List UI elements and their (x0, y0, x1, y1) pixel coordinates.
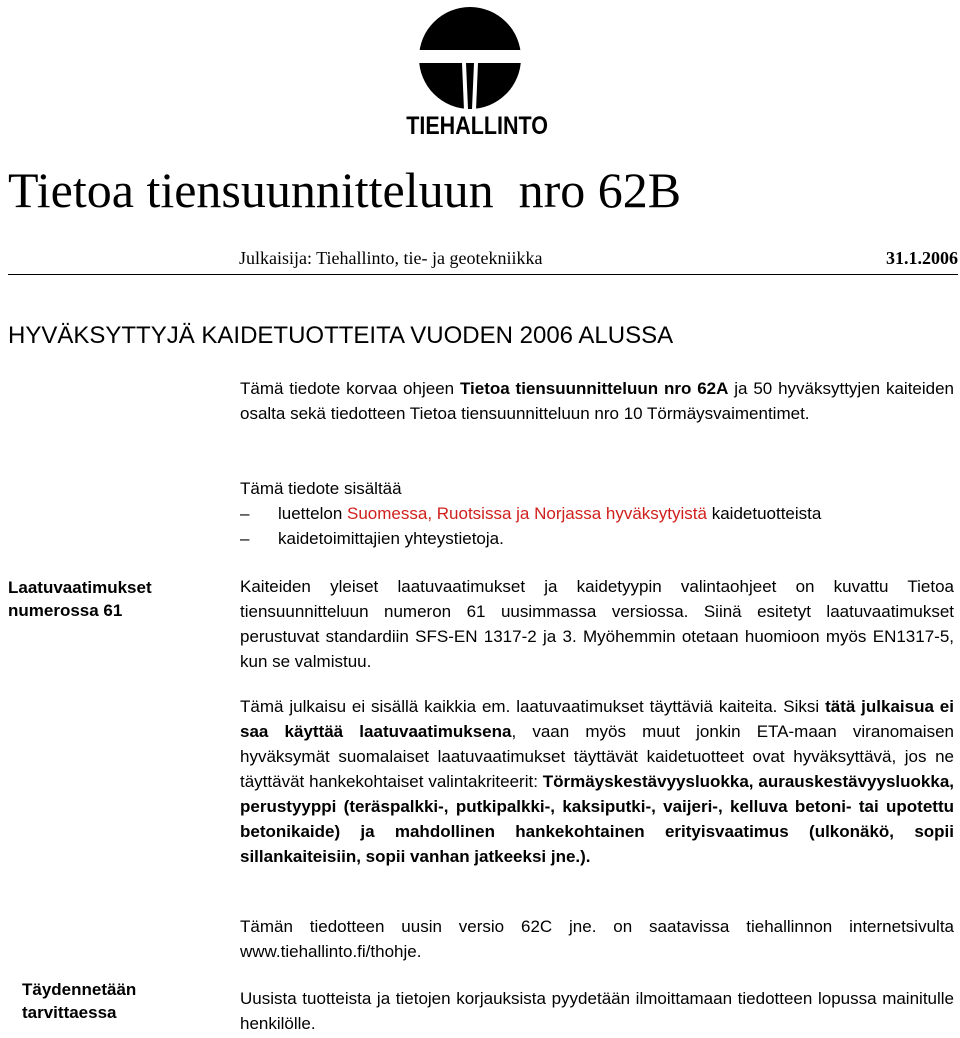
bullet-text-end: kaidetuotteista (706, 504, 822, 523)
list-item (240, 501, 954, 526)
tiehallinto-logo-icon (418, 6, 522, 110)
list-item (240, 526, 954, 551)
bullet-text: kaidetoimittajien yhteystietoja. (278, 529, 504, 548)
highlighted-countries: Suomessa, Ruotsissa ja Norjassa hyväksytyistä (347, 504, 707, 523)
latest-version-paragraph: Tämän tiedotteen uusin versio 62C jne. on saatavissa tiehallinnon internetsivulta www.tiehallinto.fi/thohje. (240, 917, 954, 961)
selection-criteria: Törmäyskestävyysluokka, aurauskestävyysluokka, perustyyppi (teräspalkki-, putkipalkki-, kaksiputki-, vaijeri-, kelluva betoni- tai upotettu betonikaide) ja mahdollinen hankekohtainen erityisvaatimus (ulkonäkö, sopii sillankaiteisiin, sopii vanhan jatkeeksi jne.). (240, 772, 954, 866)
quality-warning: tätä julkaisua ei saa käyttää laatuvaatimuksena (240, 697, 954, 741)
intro-text-rest: ja 50 hyväksyttyjen kaiteiden osalta sekä tiedotteen Tietoa tiensuunnitteluun nro 10 Törmäysvaimentimet. (240, 379, 955, 423)
quality-text: Tämä julkaisu ei sisällä kaikkia em. laatuvaatimukset täyttäviä kaiteita. Siksi (240, 697, 826, 716)
contents-list (240, 476, 954, 551)
publication-date: 31.1.2006 (886, 248, 958, 268)
publisher: Julkaisija: Tiehallinto, tie- ja geotekniikka (239, 248, 543, 268)
bullet-dash: – (240, 529, 250, 548)
logo-wordmark: TIEHALLINTO (406, 112, 548, 140)
quality-paragraph-2 (240, 694, 954, 869)
bullet-dash: – (240, 504, 250, 523)
document-title: Tietoa tiensuunnitteluun nro 62B (8, 162, 682, 218)
bullet-text: luettelon (278, 504, 347, 523)
intro-text: Tämä tiedote korvaa ohjeen (240, 379, 460, 398)
publication-line (8, 246, 958, 275)
tiehallinto-logo (396, 6, 548, 141)
sidebar-label-quality: Laatuvaatimukset numerossa 61 (8, 578, 152, 620)
feedback-paragraph: Uusista tuotteista ja tietojen korjauksista pyydetään ilmoittamaan tiedotteen lopussa mainitulle henkilölle. (240, 989, 954, 1033)
sidebar-label-update: Täydennetään tarvittaessa (22, 980, 137, 1022)
intro-reference: Tietoa tiensuunnitteluun nro 62A (459, 379, 729, 398)
section-heading: HYVÄKSYTTYJÄ KAIDETUOTTEITA VUODEN 2006 ALUSSA (8, 322, 674, 349)
contents-lead: Tämä tiedote sisältää (240, 479, 402, 498)
intro-paragraph (240, 376, 954, 426)
quality-paragraph-1: Kaiteiden yleiset laatuvaatimukset ja kaidetyypin valintaohjeet on kuvattu Tietoa tiensuunnitteluun numeron 61 uusimmassa versiossa. Siinä esitetyt laatuvaatimukset perustuvat standardiin SFS-EN 1317-2 ja 3. Myöhemmin otetaan huomioon myös EN1317-5, kun se valmistuu. (240, 577, 954, 671)
quality-text-mid: , vaan myös muut jonkin ETA-maan viranomaisen hyväksymät suomalaiset laatuvaatimukset täyttävät kaidetuotteet ovat hyväksyttävä, jos ne täyttävät hankekohtaiset valintakriteerit: (240, 722, 954, 791)
